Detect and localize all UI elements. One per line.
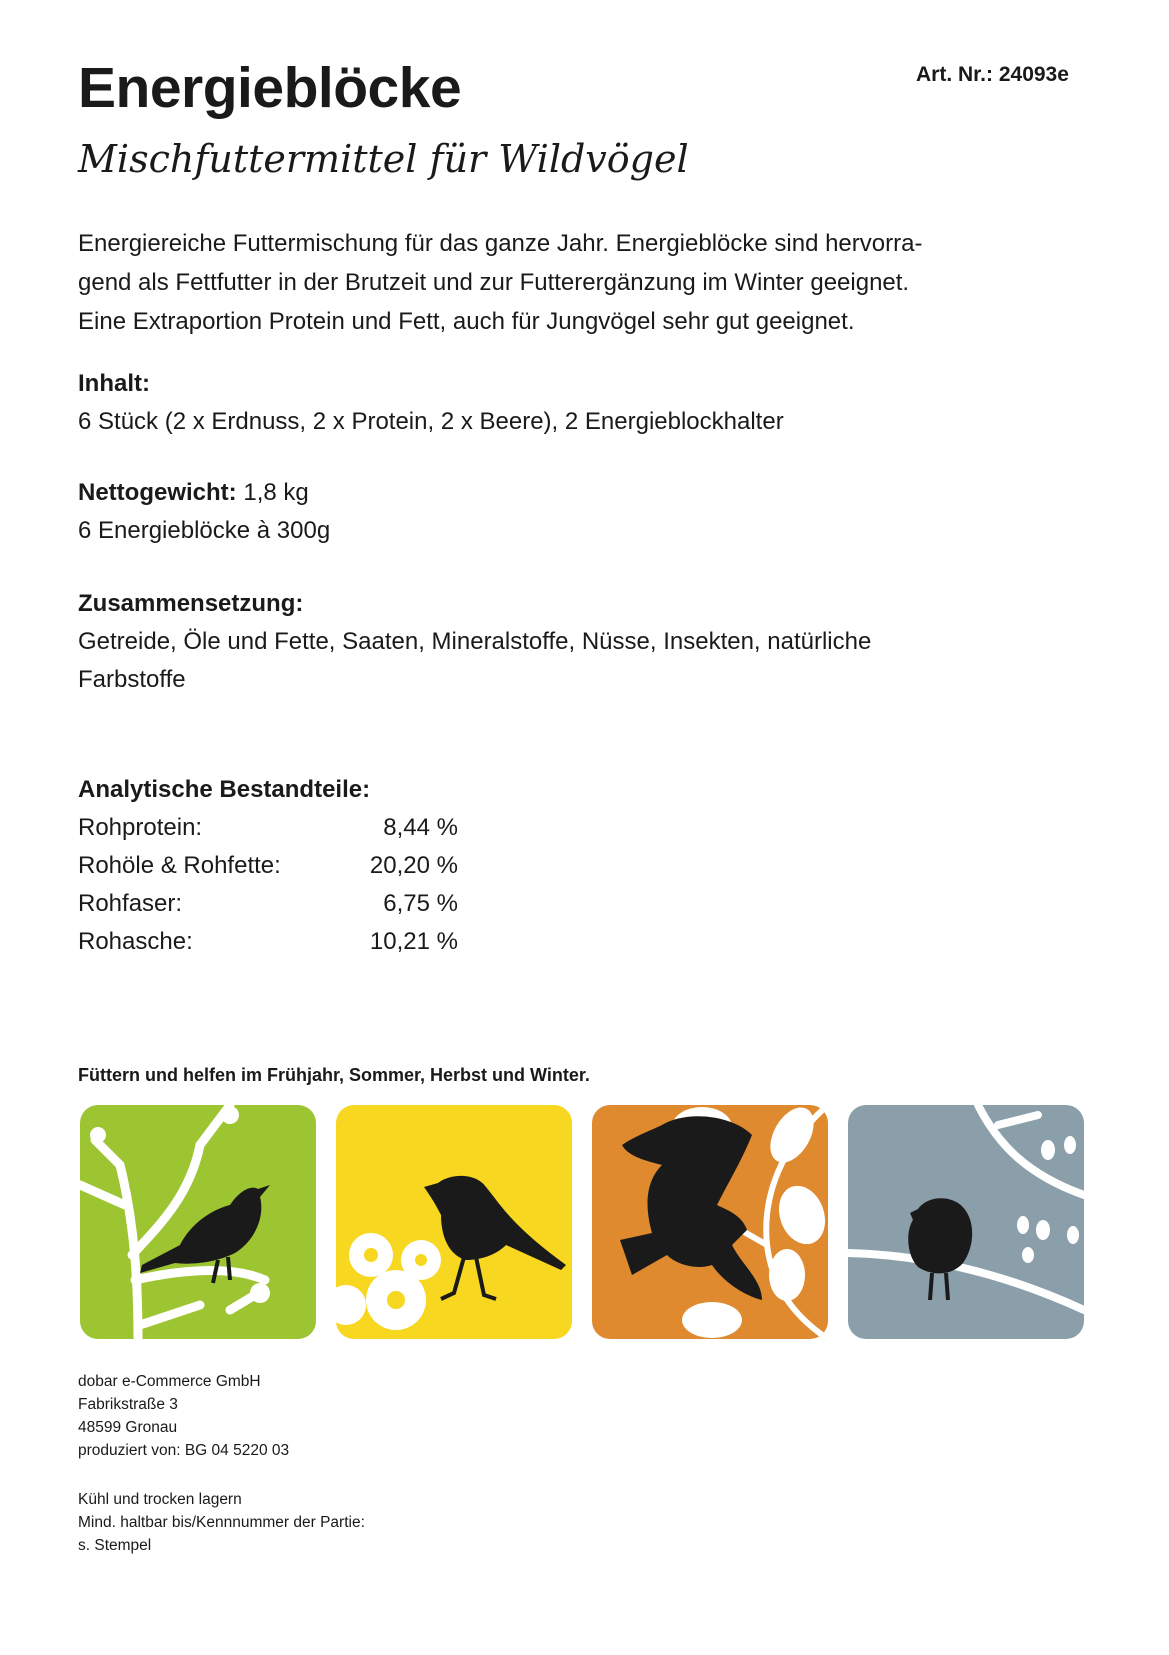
address-line: dobar e-Commerce GmbH (78, 1373, 261, 1390)
summer-bird-icon (336, 1105, 572, 1339)
winter-tile (848, 1105, 1084, 1339)
analytics-value: 8,44 % (383, 814, 458, 841)
product-title: Energieblöcke (78, 56, 462, 120)
storage-notes (78, 1488, 365, 1557)
weight-section (78, 474, 330, 550)
storage-line: s. Stempel (78, 1537, 152, 1554)
analytics-value: 20,20 % (369, 852, 458, 879)
composition-heading: Zusammensetzung: (78, 590, 304, 617)
description-line: Eine Extraportion Protein und Fett, auch für Jungvögel sehr gut geeignet. (78, 308, 855, 335)
product-description (78, 224, 1088, 341)
description-line: gend als Fettfutter in der Brutzeit und zur Futterergänzung im Winter geeignet. (78, 269, 910, 296)
analytics-value: 10,21 % (369, 928, 458, 955)
weight-heading: Nettogewicht: (78, 479, 237, 506)
spring-tile (80, 1105, 316, 1339)
article-number: Art. Nr.: 24093e (916, 63, 1069, 86)
address-line: produziert von: BG 04 5220 03 (78, 1442, 290, 1459)
weight-detail: 6 Energieblöcke à 300g (78, 517, 331, 544)
contents-text: 6 Stück (2 x Erdnuss, 2 x Protein, 2 x Beere), 2 Energieblockhalter (78, 408, 784, 435)
analytics-label: Rohfaser: (78, 890, 183, 917)
composition-line: Getreide, Öle und Fette, Saaten, Mineralstoffe, Nüsse, Insekten, natürliche (78, 628, 872, 655)
contents-section (78, 365, 784, 441)
analytics-heading: Analytische Bestandteile: (78, 776, 371, 803)
composition-line: Farbstoffe (78, 666, 186, 693)
analytics-row (78, 847, 458, 885)
manufacturer-address (78, 1370, 289, 1462)
analytics-value: 6,75 % (383, 890, 458, 917)
analytics-row (78, 923, 458, 961)
analytics-row (78, 809, 458, 847)
winter-bird-icon (848, 1105, 1084, 1339)
analytics-label: Rohasche: (78, 928, 193, 955)
weight-value: 1,8 kg (236, 479, 309, 506)
composition-section (78, 585, 871, 699)
autumn-tile (592, 1105, 828, 1339)
seasons-caption: Füttern und helfen im Frühjahr, Sommer, Herbst und Winter. (78, 1065, 590, 1085)
summer-tile (336, 1105, 572, 1339)
analytics-table (78, 771, 458, 961)
spring-bird-icon (80, 1105, 316, 1339)
analytics-label: Rohprotein: (78, 814, 203, 841)
address-line: 48599 Gronau (78, 1419, 178, 1436)
product-subtitle: Mischfuttermittel für Wildvögel (78, 137, 689, 181)
storage-line: Kühl und trocken lagern (78, 1491, 242, 1508)
analytics-row (78, 885, 458, 923)
contents-heading: Inhalt: (78, 370, 150, 397)
autumn-bird-icon (592, 1105, 828, 1339)
analytics-label: Rohöle & Rohfette: (78, 852, 281, 879)
address-line: Fabrikstraße 3 (78, 1396, 178, 1413)
storage-line: Mind. haltbar bis/Kennnummer der Partie: (78, 1514, 365, 1531)
description-line: Energiereiche Futtermischung für das ganze Jahr. Energieblöcke sind hervorra- (78, 230, 923, 257)
